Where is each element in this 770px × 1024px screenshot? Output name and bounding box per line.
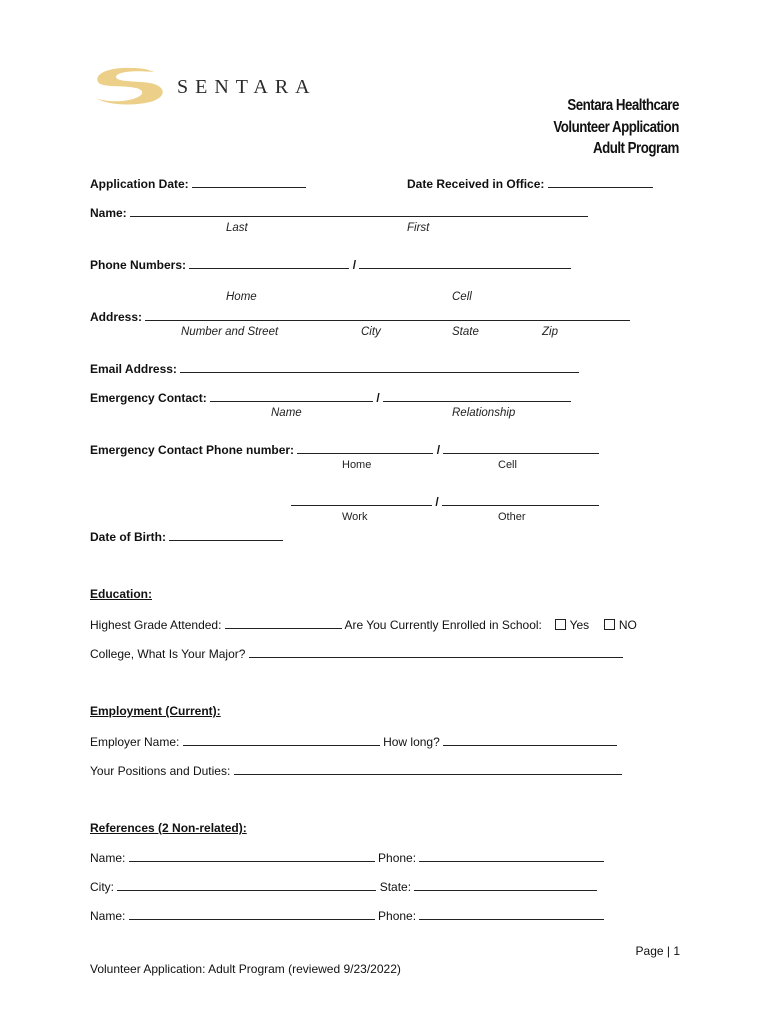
emergency-phone-separator: /	[436, 443, 441, 457]
phone-cell-line[interactable]	[359, 257, 571, 269]
address-street-caption: Number and Street	[181, 326, 279, 338]
college-major-label: College, What Is Your Major?	[90, 647, 246, 661]
emergency-phone-other-line[interactable]	[442, 494, 599, 506]
header-title: Volunteer Application	[553, 118, 679, 136]
phone-cell-caption: Cell	[452, 291, 472, 303]
application-date-field	[90, 176, 306, 191]
document-header	[554, 95, 679, 160]
enrolled-question: Are You Currently Enrolled in School:	[344, 618, 542, 632]
references-heading: References (2 Non-related):	[90, 821, 247, 835]
emergency-contact-relationship-line[interactable]	[383, 390, 571, 402]
reference-2-name-line[interactable]	[129, 908, 375, 920]
enrolled-yes-label: Yes	[569, 618, 590, 632]
positions-line[interactable]	[234, 763, 622, 775]
email-field	[90, 361, 579, 376]
enrolled-yes-checkbox[interactable]	[555, 619, 566, 630]
date-of-birth-line[interactable]	[169, 529, 283, 541]
reference-2-row	[90, 908, 604, 923]
emergency-contact-name-caption: Name	[271, 407, 302, 419]
enrolled-no-label: NO	[618, 618, 637, 632]
positions-label: Your Positions and Duties:	[90, 764, 231, 778]
address-city-caption: City	[361, 326, 381, 338]
highest-grade-label: Highest Grade Attended:	[90, 618, 222, 632]
application-date-line[interactable]	[192, 176, 306, 188]
reference-2-phone-line[interactable]	[419, 908, 604, 920]
reference-1-name-label: Name:	[90, 851, 126, 865]
emergency-phone-work-line[interactable]	[291, 494, 432, 506]
emergency-phone-home-caption: Home	[342, 459, 372, 471]
emergency-phone-cell-line[interactable]	[443, 442, 599, 454]
college-major-line[interactable]	[249, 646, 623, 658]
emergency-contact-separator: /	[376, 391, 380, 405]
brand-name: SENTARA	[177, 76, 317, 98]
reference-2-name-label: Name:	[90, 909, 126, 923]
enrolled-no-checkbox[interactable]	[604, 619, 615, 630]
highest-grade-line[interactable]	[225, 617, 342, 629]
reference-1-city-line[interactable]	[117, 879, 376, 891]
reference-1-city-label: City:	[90, 880, 114, 894]
emergency-phone-work-caption: Work	[342, 511, 368, 523]
header-org: Sentara Healthcare	[567, 97, 679, 114]
date-received-line[interactable]	[548, 176, 653, 188]
how-long-label: How long?	[383, 735, 440, 749]
reference-1-row	[90, 850, 604, 865]
emergency-phone-cell-caption: Cell	[498, 459, 517, 471]
emergency-contact-name-line[interactable]	[210, 390, 373, 402]
reference-1-name-line[interactable]	[129, 850, 375, 862]
employer-line[interactable]	[183, 734, 380, 746]
emergency-contact-relationship-caption: Relationship	[452, 407, 516, 419]
date-received-label: Date Received in Office:	[407, 177, 545, 191]
address-line[interactable]	[145, 309, 630, 321]
reference-1-city-row	[90, 879, 597, 894]
reference-1-phone-label: Phone:	[378, 851, 417, 865]
date-of-birth-label: Date of Birth:	[90, 530, 166, 544]
sentara-logo-swoosh-icon	[92, 66, 168, 106]
phone-separator: /	[352, 258, 357, 272]
email-line[interactable]	[180, 361, 579, 373]
emergency-contact-field	[90, 390, 571, 405]
page-number: Page | 1	[635, 944, 680, 958]
emergency-phone-extra-field	[291, 494, 599, 509]
name-label: Name:	[90, 206, 127, 220]
address-zip-caption: Zip	[542, 326, 558, 338]
emergency-phone-home-line[interactable]	[297, 442, 433, 454]
phone-home-line[interactable]	[189, 257, 349, 269]
address-label: Address:	[90, 310, 143, 324]
date-of-birth-field	[90, 529, 283, 544]
email-label: Email Address:	[90, 362, 177, 376]
header-program: Adult Program	[593, 140, 679, 157]
emergency-phone-field	[90, 442, 599, 457]
college-major-field	[90, 646, 623, 661]
address-state-caption: State	[452, 326, 479, 338]
reference-1-phone-line[interactable]	[419, 850, 604, 862]
employer-label: Employer Name:	[90, 735, 180, 749]
address-field	[90, 309, 630, 324]
employer-field	[90, 734, 617, 749]
emergency-phone-label: Emergency Contact Phone number:	[90, 443, 295, 457]
emergency-phone-extra-separator: /	[435, 495, 439, 509]
emergency-contact-label: Emergency Contact:	[90, 391, 207, 405]
name-first-caption: First	[407, 222, 430, 234]
how-long-line[interactable]	[443, 734, 617, 746]
reference-2-phone-label: Phone:	[378, 909, 417, 923]
date-received-field	[407, 176, 653, 191]
phone-home-caption: Home	[226, 291, 257, 303]
application-date-label: Application Date:	[90, 177, 189, 191]
name-line[interactable]	[130, 205, 588, 217]
phone-numbers-label: Phone Numbers:	[90, 258, 187, 272]
phone-numbers-field	[90, 257, 571, 272]
education-heading: Education:	[90, 587, 152, 601]
footer-document-info: Volunteer Application: Adult Program (reviewed 9/23/2022)	[90, 962, 401, 976]
reference-1-state-line[interactable]	[414, 879, 597, 891]
reference-1-state-label: State:	[379, 880, 412, 894]
employment-heading: Employment (Current):	[90, 704, 221, 718]
name-last-caption: Last	[226, 222, 248, 234]
name-field	[90, 205, 588, 220]
positions-field	[90, 763, 622, 778]
emergency-phone-other-caption: Other	[498, 511, 526, 523]
highest-grade-field	[90, 617, 637, 632]
